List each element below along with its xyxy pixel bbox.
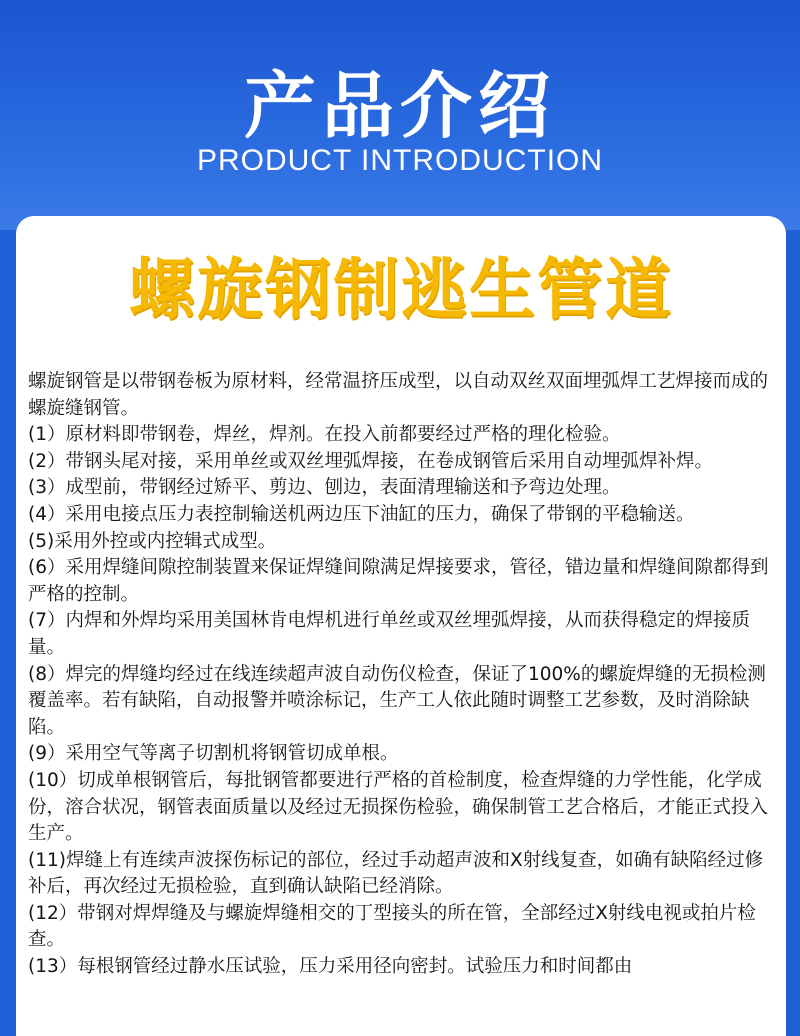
page-subtitle: PRODUCT INTRODUCTION — [196, 144, 604, 177]
page-header — [0, 0, 800, 230]
list-item: (10）切成单根钢管后，每批钢管都要进行严格的首检制度，检查焊缝的力学性能，化学成份，溶合状况，钢管表面质量以及经过无损探伤检验，确保制管工艺合格后，才能正式投入生产。 — [28, 769, 769, 845]
content-card — [16, 216, 786, 1036]
product-title: 螺旋钢制逃生管道 — [129, 251, 673, 328]
list-item: (4）采用电接点压力表控制输送机两边压下油缸的压力，确保了带钢的平稳输送。 — [28, 503, 695, 525]
list-item: (9）采用空气等离子切割机将钢管切成单根。 — [28, 743, 399, 765]
list-item: (8）焊完的焊缝均经过在线连续超声波自动伤仪检查，保证了100%的螺旋焊缝的无损检测覆盖率。若有缺陷，自动报警并喷涂标记，生产工人依此随时调整工艺参数，及时消除缺陷。 — [28, 663, 766, 738]
list-item: (13）每根钢管经过静水压试验，压力采用径向密封。试验压力和时间都由 — [28, 956, 633, 978]
intro-paragraph: 螺旋钢管是以带钢卷板为原材料，经常温挤压成型，以自动双丝双面埋弧焊工艺焊接而成的螺旋缝钢管。 — [28, 371, 769, 419]
page-title: 产品介绍 — [243, 64, 556, 148]
list-item: (11)焊缝上有连续声波探伤标记的部位，经过手动超声波和X射线复查，如确有缺陷经过修补后，再次经过无损检验，直到确认缺陷已经消除。 — [28, 849, 764, 898]
list-item: (3）成型前，带钢经过矫平、剪边、刨边，表面清理输送和予弯边处理。 — [28, 477, 621, 499]
product-description — [28, 369, 780, 981]
list-item: (6）采用焊缝间隙控制装置来保证焊缝间隙满足焊接要求，管径，错边量和焊缝间隙都得到严格的控制。 — [28, 557, 769, 605]
list-item: (7）内焊和外焊均采用美国林肯电焊机进行单丝或双丝埋弧焊接，从而获得稳定的焊接质量。 — [28, 610, 750, 658]
list-item: (1）原材料即带钢卷，焊丝，焊剂。在投入前都要经过严格的理化检验。 — [28, 424, 621, 446]
list-item: (5)采用外控或内控辑式成型。 — [28, 530, 277, 552]
list-item: (2）带钢头尾对接，采用单丝或双丝埋弧焊接，在卷成钢管后采用自动埋弧焊补焊。 — [28, 450, 713, 472]
list-item: (12）带钢对焊焊缝及与螺旋焊缝相交的丁型接头的所在管，全部经过X射线电视或拍片检查。 — [28, 902, 756, 951]
